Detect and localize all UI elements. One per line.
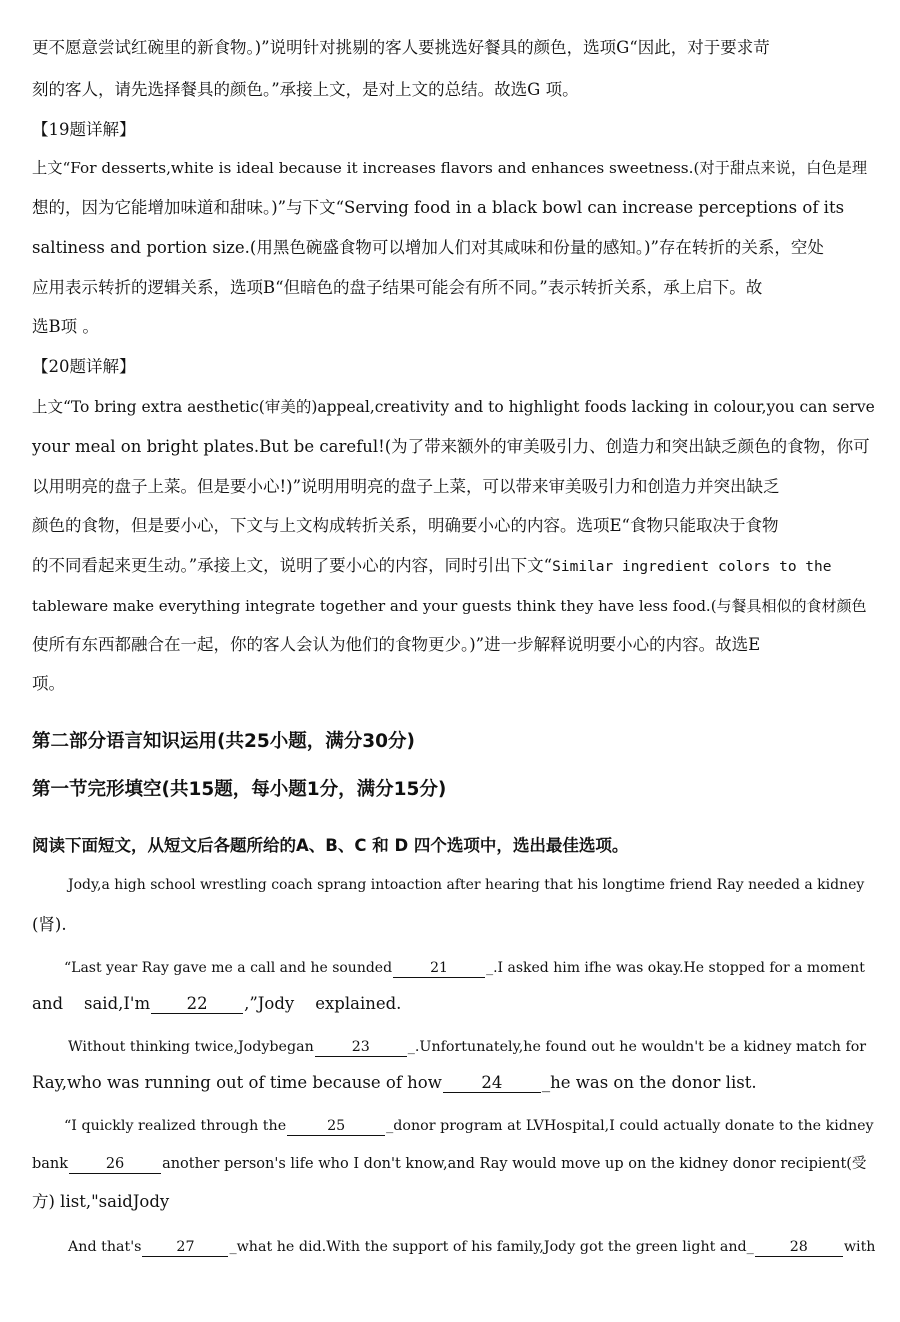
text-span: with: [843, 1239, 876, 1255]
text-line: tableware make everything integrate together and your guests think they have less food.(与餐具相似的食材颜色: [32, 597, 867, 615]
text-line: 刻的客人，请先选择餐具的颜色。”承接上文，是对上文的总结。故选G 项。: [32, 80, 579, 99]
text-line: saltiness and portion size.(用黑色碗盛食物可以增加人们对其咸味和份量的感知。)”存在转折的关系，空处: [32, 238, 824, 257]
text-line: 更不愿意尝试红碗里的新食物。)”说明针对挑剔的客人要挑选好餐具的颜色，选项G“因此，对于要求苛: [32, 38, 770, 57]
blank-23[interactable]: 23: [315, 1038, 407, 1057]
text-line: 使所有东西都融合在一起，你的客人会认为他们的食物更少。)”进一步解释说明要小心的内容。故选E: [32, 635, 761, 654]
text-span: _.I asked him ifhe was okay.He stopped for a moment: [486, 960, 865, 976]
text-line: 应用表示转折的逻辑关系，选项B“但暗色的盘子结果可能会有所不同。”表示转折关系，承上启下。故: [32, 278, 763, 297]
text-span: “I quickly realized through the: [64, 1118, 287, 1134]
text-line: 想的，因为它能增加味道和甜味。)”与下文“Serving food in a black bowl can increase perceptions of its: [32, 198, 845, 217]
blank-28[interactable]: 28: [755, 1238, 843, 1257]
passage-line: [68, 1235, 875, 1259]
text-span: _what he did.With the support of his family,Jody got the green light and_: [229, 1239, 754, 1255]
text-span: And that's: [68, 1239, 142, 1255]
passage-line: (肾).: [32, 915, 67, 934]
section-label-19: 【19题详解】: [32, 120, 136, 139]
blank-24[interactable]: 24: [443, 1074, 541, 1093]
passage-line: 方) list,"saidJody: [32, 1192, 170, 1211]
text-line: 颜色的食物，但是要小心，下文与上文构成转折关系，明确要小心的内容。选项E“食物只能取决于食物: [32, 516, 779, 535]
blank-25[interactable]: 25: [287, 1117, 385, 1136]
text-line: your meal on bright plates.But be careful!(为了带来额外的审美吸引力、创造力和突出缺乏颜色的食物，你可: [32, 437, 870, 456]
instruction-text: 阅读下面短文，从短文后各题所给的A、B、C 和 D 四个选项中，选出最佳选项。: [32, 836, 629, 855]
passage-line: [32, 992, 401, 1016]
text-line: 以用明亮的盘子上菜。但是要小心!)”说明用明亮的盘子上菜，可以带来审美吸引力和创造力并突出缺乏: [32, 477, 780, 496]
text-span: bank: [32, 1156, 69, 1172]
section-label-20: 【20题详解】: [32, 357, 136, 376]
blank-26[interactable]: 26: [69, 1155, 161, 1174]
blank-21[interactable]: 21: [393, 959, 485, 978]
blank-22[interactable]: 22: [151, 995, 243, 1014]
text-span: 的不同看起来更生动。”承接上文，说明了要小心的内容，同时引出下文“: [32, 556, 553, 575]
passage-line: [32, 1071, 757, 1095]
text-span: “Last year Ray gave me a call and he sounded: [64, 960, 393, 976]
text-line: 项。: [32, 674, 65, 693]
passage-line: [68, 1035, 866, 1059]
text-span: Ray,who was running out of time because of how: [32, 1073, 442, 1092]
section-heading: 第一节完形填空(共15题，每小题1分，满分15分): [32, 779, 447, 800]
text-span: _he was on the donor list.: [541, 1073, 757, 1092]
passage-line: Jody,a high school wrestling coach sprang intoaction after hearing that his longtime friend Ray needed a kidney: [68, 877, 865, 893]
part-heading: 第二部分语言知识运用(共25小题，满分30分): [32, 731, 415, 752]
text-line: 上文“To bring extra aesthetic(审美的)appeal,creativity and to highlight foods lacking in colour,you can serve: [32, 398, 875, 416]
text-line: 选B项 。: [32, 317, 99, 336]
text-span: ,”Jody explained.: [244, 994, 402, 1013]
text-span: Similar ingredient colors to the: [552, 559, 832, 575]
text-line: 上文“For desserts,white is ideal because it increases flavors and enhances sweetness.(对于甜点来说，白色是理: [32, 159, 868, 177]
blank-27[interactable]: 27: [142, 1238, 228, 1257]
passage-line: [64, 1114, 874, 1138]
text-span: and said,I'm: [32, 994, 151, 1013]
text-span: another person's life who I don't know,and Ray would move up on the kidney donor recipient(受: [162, 1156, 867, 1172]
passage-line: [64, 956, 865, 980]
text-span: Without thinking twice,Jodybegan: [68, 1039, 314, 1055]
text-line: [32, 554, 831, 579]
text-span: _donor program at LVHospital,I could actually donate to the kidney: [386, 1118, 874, 1134]
text-span: _.Unfortunately,he found out he wouldn't be a kidney match for: [407, 1039, 867, 1055]
passage-line: [32, 1152, 866, 1176]
